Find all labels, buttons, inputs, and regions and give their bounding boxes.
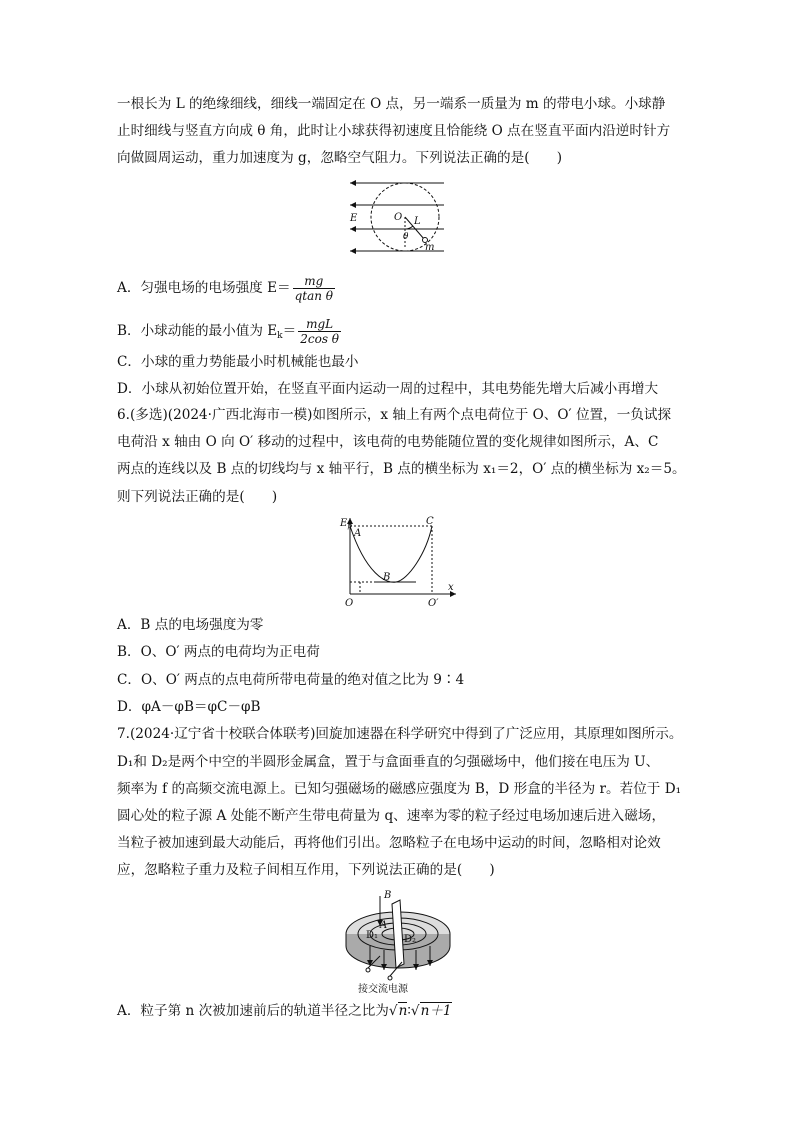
q5-option-b: B．小球动能的最小值为 $E_k=$ $\frac{\text{mgL}}{\text{2cos θ}}$ <box>117 317 340 346</box>
fig-label-L: L <box>414 216 421 227</box>
q6-option-a: A．B 点的电场强度为零 <box>117 617 264 633</box>
q6-option-b: B．O、O′ 两点的电荷均为正电荷 <box>117 644 320 660</box>
fig-label-Oprime: O′ <box>428 598 439 608</box>
q6-stem-line3: 两点的连线以及 B 点的切线均与 x 轴平行，B 点的横坐标为 x₁＝2，O′ 点的横坐标为 x₂＝5。 <box>117 461 686 477</box>
q6-figure <box>336 514 462 608</box>
fig-label-B: B <box>383 572 391 583</box>
q6-option-c: C．O、O′ 两点的点电荷所带电荷量的绝对值之比为 9∶4 <box>117 672 465 688</box>
fig-label-D1: D₁ <box>366 930 379 941</box>
q6-option-d: D．φA－φB＝φC－φB <box>117 699 261 715</box>
q7-stem-line3: 频率为 f 的高频交流电源上。已知匀强磁场的磁感应强度为 B，D 形盒的半径为 r。若位于 D₁ <box>117 781 682 797</box>
q5-stem-line1: 一根长为 L 的绝缘细线，细线一端固定在 O 点，另一端系一质量为 m 的带电小球。小球静 <box>117 96 666 112</box>
q5-option-d: D．小球从初始位置开始，在竖直平面内运动一周的过程中，其电势能先增大后减小再增大 <box>117 381 659 397</box>
q5-stem-line3: 向做圆周运动，重力加速度为 g，忽略空气阻力。下列说法正确的是( ) <box>117 150 563 166</box>
fig-label-Ep: E <box>340 518 348 529</box>
q7-stem-line6: 应，忽略粒子重力及粒子间相互作用，下列说法正确的是( ) <box>117 862 495 878</box>
q7-stem-line2: D₁和 D₂是两个中空的半圆形金属盒，置于与盒面垂直的匀强磁场中，他们接在电压为 U、 <box>117 754 660 770</box>
fig-label-C: C <box>426 516 434 527</box>
q7-figure <box>340 886 460 994</box>
fig-label-theta: θ <box>403 232 409 242</box>
fig-label-D2: D₂ <box>404 934 417 945</box>
q7-option-a: A．粒子第 n 次被加速前后的轨道半径之比为√n∶√n＋1 <box>117 1003 452 1019</box>
q6-stem-line4: 则下列说法正确的是( ) <box>117 489 278 505</box>
q7-stem-line5: 当粒子被加速到最大动能后，再将他们引出。忽略粒子在电场中运动的时间，忽略相对论效 <box>117 835 661 851</box>
fig-label-A: A <box>354 528 362 539</box>
q7-stem-line1: 7.(2024·辽宁省十校联合体联考)回旋加速器在科学研究中得到了广泛应用，其原理如图所示。 <box>117 726 683 742</box>
fig-label-Ep-sub: p <box>347 522 352 530</box>
fig-label-O: O <box>394 212 403 223</box>
q5-stem-line2: 止时细线与竖直方向成 θ 角，此时让小球获得初速度且恰能绕 O 点在竖直平面内沿逆时针方 <box>117 123 671 139</box>
fig-label-B: B <box>384 890 392 901</box>
fig-label-A: A <box>380 920 388 931</box>
fig-label-m: m <box>425 242 435 253</box>
q5-option-c: C．小球的重力势能最小时机械能也最小 <box>117 354 359 370</box>
fig-label-x: x <box>448 582 454 593</box>
fig-label-O: O <box>345 598 354 608</box>
q6-stem-line2: 电荷沿 x 轴由 O 向 O′ 移动的过程中，该电荷的电势能随位置的变化规律如图所示，A、C <box>117 434 659 450</box>
q7-stem-line4: 圆心处的粒子源 A 处能不断产生带电荷量为 q、速率为零的粒子经过电场加速后进入磁场， <box>117 808 666 824</box>
fig-label-E: E <box>350 213 358 224</box>
q5-option-a: A．匀强电场的电场强度 E＝ $\frac{mg}{\text{qtan θ}}$ <box>117 274 334 303</box>
q6-stem-line1: 6.(多选)(2024·广西北海市一模)如图所示，x 轴上有两个点电荷位于 O、O′ 位置，一负试探 <box>117 407 672 423</box>
q5-figure <box>340 175 450 257</box>
fig-caption: 接交流电源 <box>358 984 408 994</box>
